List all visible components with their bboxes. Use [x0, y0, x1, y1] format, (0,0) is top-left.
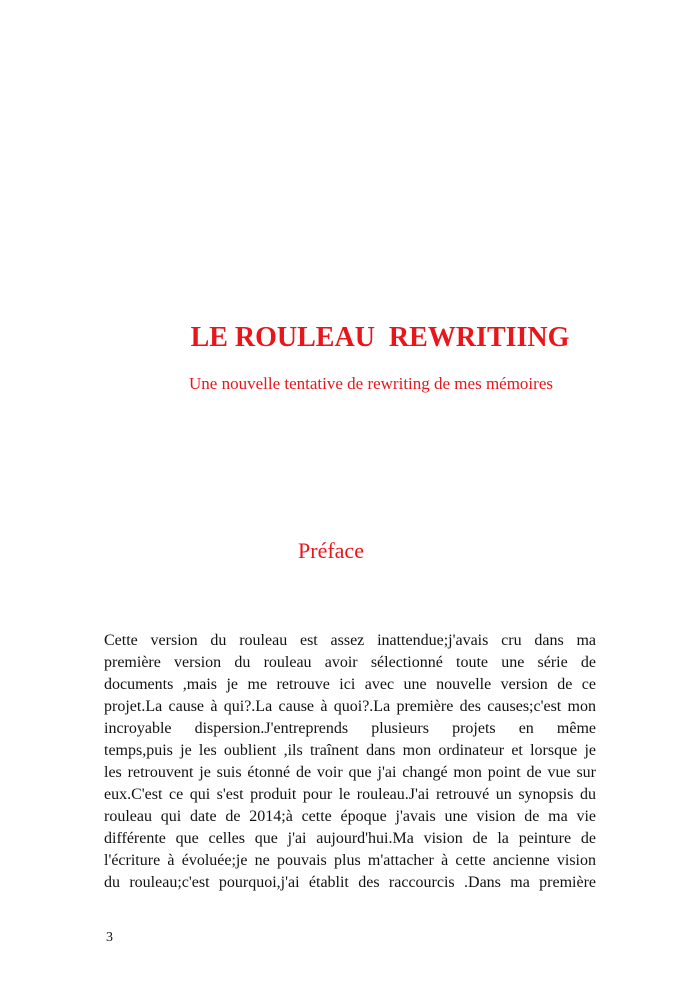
body-line: rouleau qui date de 2014;à cette époque j'avais une vision de ma vie [104, 808, 596, 825]
body-line: du rouleau;c'est pourquoi,j'ai établit des raccourcis .Dans ma première [104, 874, 596, 891]
body-line: les retrouvent je suis étonné de voir que j'ai changé mon point de vue sur [104, 764, 596, 781]
body-line: projet.La cause à qui?.La cause à quoi?.La première des causes;c'est mon [104, 698, 596, 715]
body-line: l'écriture à évoluée;je ne pouvais plus m'attacher à cette ancienne vision [104, 852, 596, 869]
page-number: 3 [106, 930, 113, 945]
body-line: Cette version du rouleau est assez inattendue;j'avais cru dans ma [104, 632, 596, 649]
body-line: différente que celles que j'ai aujourd'hui.Ma vision de la peinture de [104, 830, 596, 847]
section-heading-preface: Préface [298, 538, 364, 563]
body-line: documents ,mais je me retrouve ici avec une nouvelle version de ce [104, 676, 596, 693]
body-line: temps,puis je les oublient ,ils traînent dans mon ordinateur et lorsque je [104, 742, 596, 759]
body-line: eux.C'est ce qui s'est produit pour le rouleau.J'ai retrouvé un synopsis du [104, 786, 596, 803]
body-line: incroyable dispersion.J'entreprends plusieurs projets en même [104, 720, 596, 737]
body-paragraph [104, 630, 596, 894]
document-title: LE ROULEAU REWRITIING [190, 322, 570, 353]
body-line: première version du rouleau avoir sélectionné toute une série de [104, 654, 596, 671]
document-subtitle: Une nouvelle tentative de rewriting de mes mémoires [189, 374, 553, 393]
